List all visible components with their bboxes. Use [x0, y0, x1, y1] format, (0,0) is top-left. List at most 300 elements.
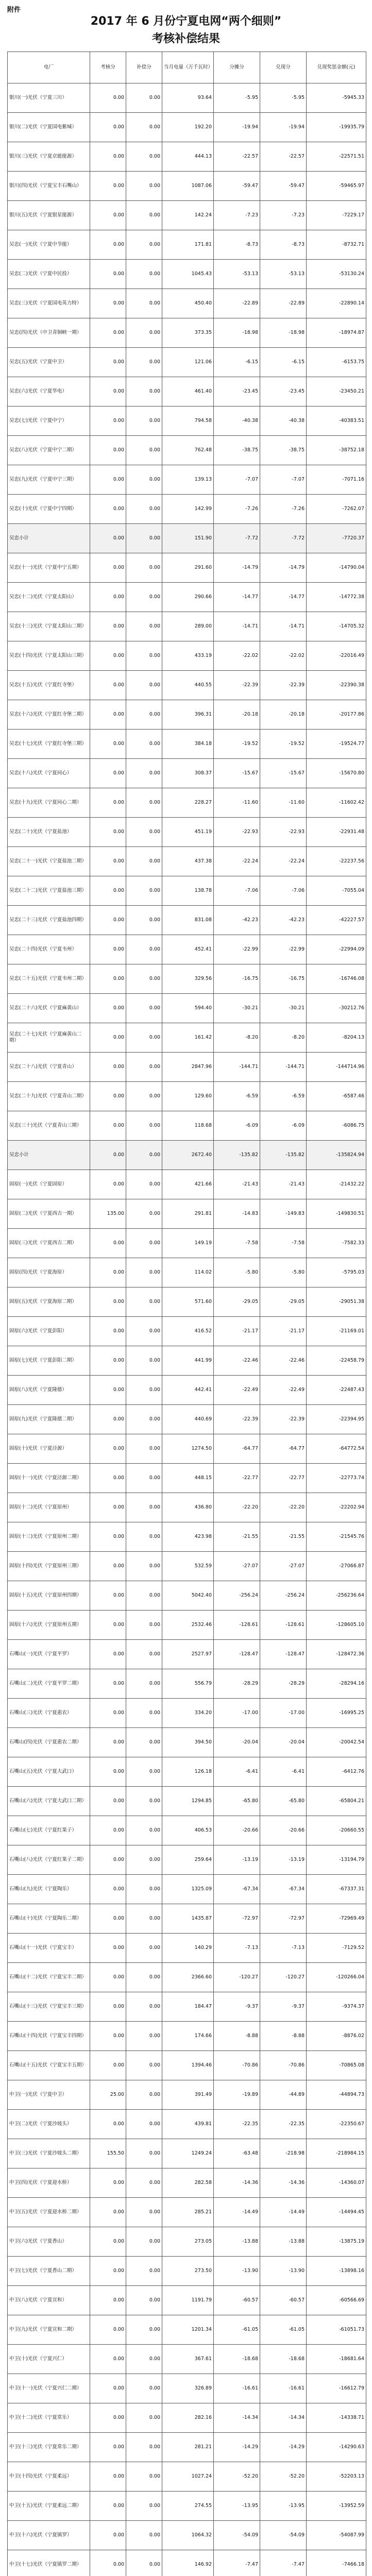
table-row [8, 348, 366, 377]
amount-cell: -22202.94 [307, 1493, 366, 1522]
amount-cell: -7055.04 [307, 876, 366, 906]
net-score-cell: -17.00 [260, 1699, 307, 1728]
energy-cell: 439.81 [162, 2110, 214, 2139]
net-score-cell: -53.13 [260, 260, 307, 289]
net-score-cell: -64.77 [260, 1434, 307, 1464]
share-score-cell: -22.89 [214, 289, 260, 318]
share-score-cell: -72.97 [214, 1904, 260, 1934]
share-score-cell: -42.23 [214, 906, 260, 935]
energy-cell: 282.16 [162, 2403, 214, 2433]
assess-score-cell: 0.00 [90, 495, 126, 524]
energy-cell: 259.64 [162, 1845, 214, 1875]
compensate-score-cell: 0.00 [126, 1787, 162, 1816]
table-row [8, 935, 366, 964]
plant-name-cell: 吴忠(一)光伏（宁夏中节能） [8, 230, 90, 260]
share-score-cell: -63.48 [214, 2139, 260, 2168]
table-row [8, 1581, 366, 1611]
amount-cell: -7582.33 [307, 1229, 366, 1258]
compensate-score-cell: 0.00 [126, 994, 162, 1023]
assess-score-cell: 0.00 [90, 348, 126, 377]
amount-cell: -8204.13 [307, 1023, 366, 1053]
energy-cell: 440.69 [162, 1405, 214, 1434]
table-row [8, 2139, 366, 2168]
column-header-energy: 当月电量（万千瓦时） [162, 52, 214, 83]
net-score-cell: -8.73 [260, 230, 307, 260]
compensate-score-cell: 0.00 [126, 172, 162, 201]
net-score-cell: -22.39 [260, 671, 307, 700]
table-row [8, 1522, 366, 1552]
share-score-cell: -7.47 [214, 2550, 260, 2576]
amount-cell: -6587.46 [307, 1082, 366, 1111]
assess-score-cell: 0.00 [90, 1376, 126, 1405]
assess-score-cell: 0.00 [90, 1787, 126, 1816]
compensate-score-cell: 0.00 [126, 142, 162, 172]
table-row [8, 1845, 366, 1875]
table-row [8, 759, 366, 788]
compensate-score-cell: 0.00 [126, 1405, 162, 1434]
amount-cell: -22994.09 [307, 935, 366, 964]
table-row [8, 172, 366, 201]
table-row [8, 2550, 366, 2576]
share-score-cell: -22.99 [214, 935, 260, 964]
table-row [8, 1757, 366, 1787]
compensate-score-cell: 0.00 [126, 201, 162, 230]
energy-cell: 448.15 [162, 1464, 214, 1493]
compensate-score-cell: 0.00 [126, 1963, 162, 1992]
assess-score-cell: 0.00 [90, 1992, 126, 2022]
compensate-score-cell: 0.00 [126, 1552, 162, 1581]
amount-cell: -52203.13 [307, 2462, 366, 2492]
compensate-score-cell: 0.00 [126, 83, 162, 113]
share-score-cell: -21.17 [214, 1317, 260, 1346]
compensate-score-cell: 0.00 [126, 1082, 162, 1111]
compensate-score-cell: 0.00 [126, 1904, 162, 1934]
energy-cell: 149.19 [162, 1229, 214, 1258]
table-row [8, 2403, 366, 2433]
plant-name-cell: 吴忠(十六)光伏（宁夏红寺堡二期） [8, 700, 90, 730]
energy-cell: 329.56 [162, 964, 214, 994]
share-score-cell: -19.94 [214, 113, 260, 142]
net-score-cell: -21.43 [260, 1170, 307, 1199]
plant-name-cell: 吴忠(二十六)光伏（宁夏麻黄山） [8, 994, 90, 1023]
assess-score-cell: 0.00 [90, 2550, 126, 2576]
energy-cell: 831.08 [162, 906, 214, 935]
share-score-cell: -53.13 [214, 260, 260, 289]
compensate-score-cell: 0.00 [126, 2257, 162, 2286]
share-score-cell: -65.80 [214, 1787, 260, 1816]
share-score-cell: -7.26 [214, 495, 260, 524]
net-score-cell: -7.06 [260, 876, 307, 906]
share-score-cell: -67.34 [214, 1875, 260, 1904]
amount-cell: -19524.77 [307, 730, 366, 759]
compensate-score-cell: 0.00 [126, 1581, 162, 1611]
energy-cell: 129.60 [162, 1082, 214, 1111]
compensate-score-cell: 0.00 [126, 906, 162, 935]
compensate-score-cell: 0.00 [126, 406, 162, 436]
assess-score-cell: 0.00 [90, 2051, 126, 2080]
net-score-cell: -5.95 [260, 83, 307, 113]
assess-score-cell: 0.00 [90, 994, 126, 1023]
energy-cell: 367.61 [162, 2345, 214, 2374]
net-score-cell: -44.89 [260, 2080, 307, 2110]
compensate-score-cell: 0.00 [126, 1816, 162, 1845]
share-score-cell: -5.80 [214, 1258, 260, 1287]
assess-score-cell: 0.00 [90, 1699, 126, 1728]
amount-cell: -6412.76 [307, 1757, 366, 1787]
net-score-cell: -7.47 [260, 2550, 307, 2576]
share-score-cell: -27.07 [214, 1552, 260, 1581]
energy-cell: 423.98 [162, 1522, 214, 1552]
net-score-cell: -67.34 [260, 1875, 307, 1904]
energy-cell: 282.58 [162, 2168, 214, 2198]
net-score-cell: -149.83 [260, 1199, 307, 1229]
share-score-cell: -11.60 [214, 788, 260, 818]
plant-name-cell: 吴忠(二十九)光伏（宁夏青山二期） [8, 1082, 90, 1111]
plant-name-cell: 吴忠(十四)光伏（宁夏太阳山三期） [8, 641, 90, 671]
amount-cell: -6153.75 [307, 348, 366, 377]
compensate-score-cell: 0.00 [126, 1346, 162, 1376]
table-row [8, 1464, 366, 1493]
energy-cell: 441.99 [162, 1346, 214, 1376]
assess-score-cell: 0.00 [90, 377, 126, 406]
table-row [8, 2521, 366, 2550]
energy-cell: 121.06 [162, 348, 214, 377]
table-row [8, 2462, 366, 2492]
energy-cell: 436.80 [162, 1493, 214, 1522]
net-score-cell: -14.34 [260, 2403, 307, 2433]
energy-cell: 762.48 [162, 436, 214, 465]
energy-cell: 532.59 [162, 1552, 214, 1581]
plant-name-cell: 石嘴山(一)光伏（宁夏平罗） [8, 1640, 90, 1669]
energy-cell: 433.19 [162, 641, 214, 671]
compensate-score-cell: 0.00 [126, 1170, 162, 1199]
table-row [8, 1787, 366, 1816]
compensate-score-cell: 0.00 [126, 436, 162, 465]
plant-name-cell: 固原(七)光伏（宁夏彭阳二期） [8, 1346, 90, 1376]
table-body [8, 83, 366, 2576]
energy-cell: 1435.87 [162, 1904, 214, 1934]
energy-cell: 571.60 [162, 1287, 214, 1317]
table-row [8, 2110, 366, 2139]
amount-cell: -22931.48 [307, 818, 366, 847]
amount-cell: -16995.25 [307, 1699, 366, 1728]
compensate-score-cell: 0.00 [126, 2080, 162, 2110]
amount-cell: -135824.94 [307, 1141, 366, 1170]
table-row [8, 1669, 366, 1699]
plant-name-cell: 吴忠(二十一)光伏（宁夏盐池二期） [8, 847, 90, 876]
table-row [8, 1405, 366, 1434]
assess-score-cell: 0.00 [90, 465, 126, 495]
energy-cell: 114.02 [162, 1258, 214, 1287]
share-score-cell: -28.29 [214, 1669, 260, 1699]
amount-cell: -144714.96 [307, 1053, 366, 1082]
assess-score-cell: 0.00 [90, 1229, 126, 1258]
table-row [8, 260, 366, 289]
net-score-cell: -20.66 [260, 1816, 307, 1845]
table-row [8, 1229, 366, 1258]
column-header-plant: 电厂 [8, 52, 90, 83]
compensate-score-cell: 0.00 [126, 1464, 162, 1493]
share-score-cell: -15.67 [214, 759, 260, 788]
assess-score-cell: 0.00 [90, 1258, 126, 1287]
net-score-cell: -30.21 [260, 994, 307, 1023]
net-score-cell: -23.45 [260, 377, 307, 406]
compensate-score-cell: 0.00 [126, 318, 162, 348]
net-score-cell: -5.80 [260, 1258, 307, 1287]
net-score-cell: -120.27 [260, 1963, 307, 1992]
plant-name-cell: 吴忠(八)光伏（宁夏中宁二期） [8, 436, 90, 465]
energy-cell: 1087.06 [162, 172, 214, 201]
energy-cell: 140.29 [162, 1934, 214, 1963]
plant-name-cell: 固原(十六)光伏（宁夏原州五期） [8, 1611, 90, 1640]
amount-cell: -72969.49 [307, 1904, 366, 1934]
table-row [8, 1875, 366, 1904]
share-score-cell: -14.49 [214, 2198, 260, 2227]
compensate-score-cell: 0.00 [126, 260, 162, 289]
plant-name-cell: 石嘴山(五)光伏（宁夏大武口） [8, 1757, 90, 1787]
net-score-cell: -22.46 [260, 1346, 307, 1376]
plant-name-cell: 固原(十三)光伏（宁夏原州二期） [8, 1522, 90, 1552]
compensate-score-cell: 0.00 [126, 2521, 162, 2550]
plant-name-cell: 固原(十四)光伏（宁夏原州三期） [8, 1552, 90, 1581]
share-score-cell: -6.41 [214, 1757, 260, 1787]
compensate-score-cell: 0.00 [126, 495, 162, 524]
compensate-score-cell: 0.00 [126, 1992, 162, 2022]
amount-cell: -128605.10 [307, 1611, 366, 1640]
net-score-cell: -7.23 [260, 201, 307, 230]
plant-name-cell: 固原(十二)光伏（宁夏原州） [8, 1493, 90, 1522]
plant-name-cell: 固原(二)光伏（宁夏西吉一期） [8, 1199, 90, 1229]
energy-cell: 228.27 [162, 788, 214, 818]
compensate-score-cell: 0.00 [126, 1493, 162, 1522]
share-score-cell: -17.00 [214, 1699, 260, 1728]
column-header-assess: 考核分 [90, 52, 126, 83]
plant-name-cell: 中卫(六)光伏（宁夏香山） [8, 2227, 90, 2257]
plant-name-cell: 银川(三)光伏（宁夏京能能源） [8, 142, 90, 172]
net-score-cell: -22.49 [260, 1376, 307, 1405]
energy-cell: 1249.24 [162, 2139, 214, 2168]
amount-cell: -29051.38 [307, 1287, 366, 1317]
net-score-cell: -16.75 [260, 964, 307, 994]
energy-cell: 396.31 [162, 700, 214, 730]
table-row [8, 1111, 366, 1141]
net-score-cell: -40.38 [260, 406, 307, 436]
assess-score-cell: 0.00 [90, 1934, 126, 1963]
plant-name-cell: 吴忠(十五)光伏（宁夏红寺堡） [8, 671, 90, 700]
plant-name-cell: 中卫(三)光伏（宁夏沙坡头二期） [8, 2139, 90, 2168]
plant-name-cell: 中卫(八)光伏（宁夏宣和） [8, 2286, 90, 2315]
net-score-cell: -16.61 [260, 2374, 307, 2403]
table-row [8, 906, 366, 935]
energy-cell: 1294.85 [162, 1787, 214, 1816]
plant-name-cell: 石嘴山(二)光伏（宁夏平罗二期） [8, 1669, 90, 1699]
net-score-cell: -70.86 [260, 2051, 307, 2080]
plant-name-cell: 吴忠(七)光伏（宁夏中宁） [8, 406, 90, 436]
net-score-cell: -22.77 [260, 1464, 307, 1493]
energy-cell: 151.90 [162, 524, 214, 553]
assess-score-cell: 0.00 [90, 1728, 126, 1757]
share-score-cell: -8.73 [214, 230, 260, 260]
compensate-score-cell: 0.00 [126, 230, 162, 260]
assess-score-cell: 0.00 [90, 1082, 126, 1111]
share-score-cell: -61.05 [214, 2315, 260, 2345]
plant-name-cell: 中卫(十)光伏（宁夏兴仁） [8, 2345, 90, 2374]
energy-cell: 126.18 [162, 1757, 214, 1787]
assess-score-cell: 0.00 [90, 1111, 126, 1141]
share-score-cell: -7.07 [214, 465, 260, 495]
table-row [8, 1992, 366, 2022]
energy-cell: 326.89 [162, 2374, 214, 2403]
share-score-cell: -8.20 [214, 1023, 260, 1053]
net-score-cell: -9.37 [260, 1992, 307, 2022]
amount-cell: -22016.49 [307, 641, 366, 671]
net-score-cell: -13.19 [260, 1845, 307, 1875]
net-score-cell: -65.80 [260, 1787, 307, 1816]
compensate-score-cell: 0.00 [126, 1287, 162, 1317]
compensate-score-cell: 0.00 [126, 1699, 162, 1728]
amount-cell: -13898.16 [307, 2257, 366, 2286]
share-score-cell: -256.24 [214, 1581, 260, 1611]
energy-cell: 161.42 [162, 1023, 214, 1053]
compensate-score-cell: 0.00 [126, 1640, 162, 1669]
energy-cell: 274.55 [162, 2492, 214, 2521]
plant-name-cell: 吴忠(三)光伏（宁夏国电英力特） [8, 289, 90, 318]
compensate-score-cell: 0.00 [126, 2433, 162, 2462]
table-row [8, 847, 366, 876]
net-score-cell: -7.58 [260, 1229, 307, 1258]
energy-cell: 281.21 [162, 2433, 214, 2462]
amount-cell: -218984.15 [307, 2139, 366, 2168]
share-score-cell: -20.04 [214, 1728, 260, 1757]
share-score-cell: -9.37 [214, 1992, 260, 2022]
amount-cell: -22773.74 [307, 1464, 366, 1493]
assess-score-cell: 0.00 [90, 2492, 126, 2521]
table-row [8, 1434, 366, 1464]
table-row [8, 583, 366, 612]
assess-score-cell: 0.00 [90, 818, 126, 847]
amount-cell: -19935.79 [307, 113, 366, 142]
energy-cell: 1274.50 [162, 1434, 214, 1464]
assess-score-cell: 0.00 [90, 1023, 126, 1053]
plant-name-cell: 吴忠(三十)光伏（宁夏青山三期） [8, 1111, 90, 1141]
assess-score-cell: 0.00 [90, 1053, 126, 1082]
table-row [8, 142, 366, 172]
table-row [8, 406, 366, 436]
assess-score-cell: 0.00 [90, 1963, 126, 1992]
compensate-score-cell: 0.00 [126, 1111, 162, 1141]
assess-score-cell: 0.00 [90, 964, 126, 994]
assess-score-cell: 0.00 [90, 671, 126, 700]
compensate-score-cell: 0.00 [126, 935, 162, 964]
amount-cell: -20660.55 [307, 1816, 366, 1845]
plant-name-cell: 石嘴山(八)光伏（宁夏红果子二期） [8, 1845, 90, 1875]
net-score-cell: -6.59 [260, 1082, 307, 1111]
net-score-cell: -22.93 [260, 818, 307, 847]
energy-cell: 334.20 [162, 1699, 214, 1728]
amount-cell: -13194.79 [307, 1845, 366, 1875]
energy-cell: 1191.79 [162, 2286, 214, 2315]
compensate-score-cell: 0.00 [126, 1141, 162, 1170]
energy-cell: 444.13 [162, 142, 214, 172]
net-score-cell: -60.57 [260, 2286, 307, 2315]
share-score-cell: -40.38 [214, 406, 260, 436]
assess-score-cell: 0.00 [90, 1434, 126, 1464]
plant-name-cell: 中卫(十七)光伏（宁夏镇罗二期） [8, 2550, 90, 2576]
table-row [8, 1728, 366, 1757]
compensate-score-cell: 0.00 [126, 2492, 162, 2521]
assess-score-cell: 0.00 [90, 1141, 126, 1170]
plant-name-cell: 吴忠(二十三)光伏（宁夏盐池四期） [8, 906, 90, 935]
amount-cell: -38752.18 [307, 436, 366, 465]
assess-score-cell: 0.00 [90, 172, 126, 201]
amount-cell: -7466.18 [307, 2550, 366, 2576]
energy-cell: 5042.40 [162, 1581, 214, 1611]
assess-score-cell: 0.00 [90, 260, 126, 289]
share-score-cell: -19.52 [214, 730, 260, 759]
table-row [8, 1493, 366, 1522]
energy-cell: 142.24 [162, 201, 214, 230]
share-score-cell: -29.05 [214, 1287, 260, 1317]
net-score-cell: -72.97 [260, 1904, 307, 1934]
amount-cell: -7229.17 [307, 201, 366, 230]
plant-name-cell: 吴忠(五)光伏（宁夏中卫） [8, 348, 90, 377]
plant-name-cell: 石嘴山(十一)光伏（宁夏宝丰） [8, 1934, 90, 1963]
assess-score-cell: 0.00 [90, 1875, 126, 1904]
assess-score-cell: 0.00 [90, 700, 126, 730]
assess-score-cell: 0.00 [90, 2345, 126, 2374]
plant-name-cell: 银川(五)光伏（宁夏银星能源） [8, 201, 90, 230]
energy-cell: 421.66 [162, 1170, 214, 1199]
amount-cell: -120266.04 [307, 1963, 366, 1992]
table-row [8, 818, 366, 847]
compensate-score-cell: 0.00 [126, 2051, 162, 2080]
share-score-cell: -19.89 [214, 2080, 260, 2110]
compensate-score-cell: 0.00 [126, 1229, 162, 1258]
amount-cell: -13952.59 [307, 2492, 366, 2521]
net-score-cell: -61.05 [260, 2315, 307, 2345]
net-score-cell: -22.99 [260, 935, 307, 964]
assess-score-cell: 155.50 [90, 2139, 126, 2168]
assess-score-cell: 0.00 [90, 1464, 126, 1493]
compensate-score-cell: 0.00 [126, 1934, 162, 1963]
share-score-cell: -60.57 [214, 2286, 260, 2315]
assess-score-cell: 0.00 [90, 1493, 126, 1522]
net-score-cell: -128.61 [260, 1611, 307, 1640]
energy-cell: 391.49 [162, 2080, 214, 2110]
net-score-cell: -7.07 [260, 465, 307, 495]
net-score-cell: -20.18 [260, 700, 307, 730]
compensate-score-cell: 0.00 [126, 847, 162, 876]
net-score-cell: -15.67 [260, 759, 307, 788]
assess-score-cell: 0.00 [90, 1904, 126, 1934]
assess-score-cell: 0.00 [90, 83, 126, 113]
amount-cell: -54087.99 [307, 2521, 366, 2550]
share-score-cell: -18.98 [214, 318, 260, 348]
table-row [8, 788, 366, 818]
plant-name-cell: 石嘴山(十三)光伏（宁夏宝丰三期） [8, 1992, 90, 2022]
share-score-cell: -64.77 [214, 1434, 260, 1464]
amount-cell: -14705.32 [307, 612, 366, 641]
share-score-cell: -135.82 [214, 1141, 260, 1170]
assess-score-cell: 0.00 [90, 113, 126, 142]
table-row [8, 1082, 366, 1111]
plant-name-cell: 吴忠(二十四)光伏（宁夏韦州） [8, 935, 90, 964]
amount-cell: -70865.08 [307, 2051, 366, 2080]
net-score-cell: -256.24 [260, 1581, 307, 1611]
table-row [8, 994, 366, 1023]
energy-cell: 146.92 [162, 2550, 214, 2576]
compensate-score-cell: 0.00 [126, 1023, 162, 1053]
